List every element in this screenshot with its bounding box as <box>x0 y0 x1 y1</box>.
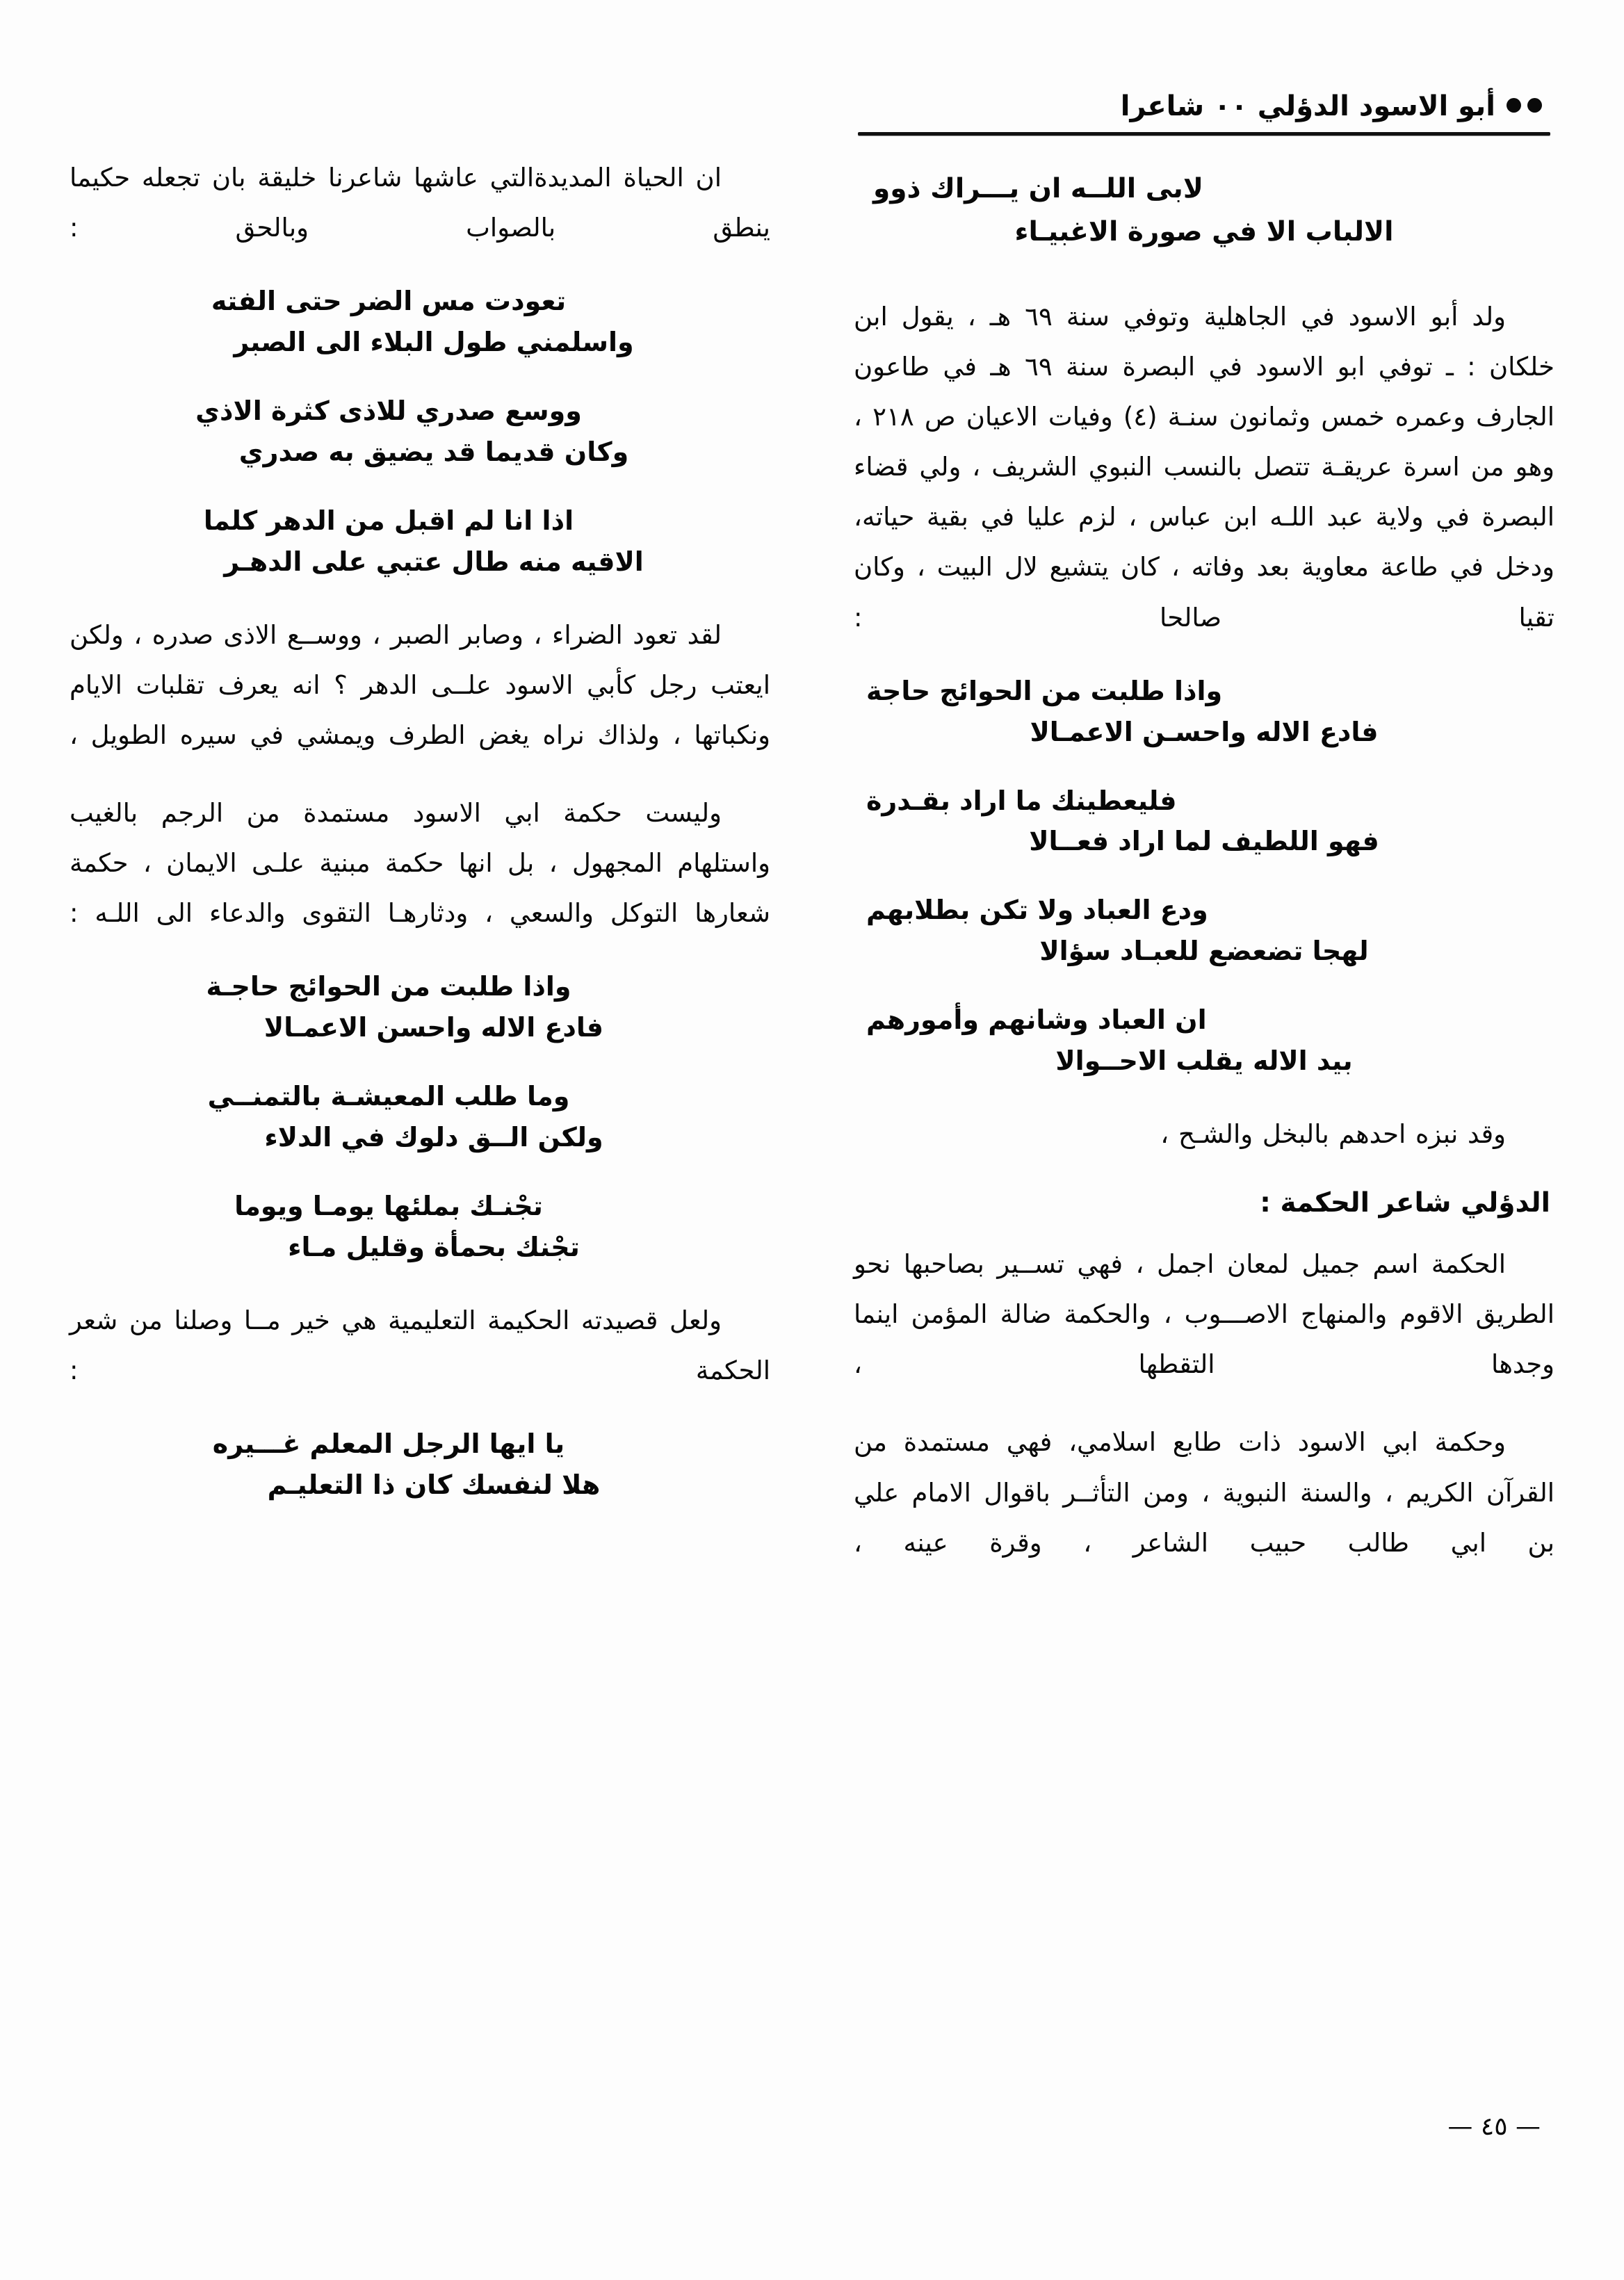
bullet-dots-icon <box>1507 98 1542 113</box>
verse-hemistich: يا ايها الرجل المعلم غـــيره <box>212 1428 565 1460</box>
verse-hemistich: فادع الاله واحسن الاعمـالا <box>263 1012 604 1043</box>
paragraph-patience-commentary: لقد تعود الضراء ، وصابر الصبر ، ووســع الاذى صدره ، ولكن ايعتب رجل كأبي الاسود علــى الدهر ؟ انه يعرف تقلبات الايام ونكباتها ، ولذاك نراه يغض الطرف ويمشي في سيره الطويل ، <box>70 619 770 750</box>
running-head <box>854 90 1554 122</box>
paragraph-biography: ولد أبو الاسود في الجاهلية وتوفي سنة ٦٩ هـ ، يقول ابن خلكان : ـ توفي ابو الاسود في البصرة سنة ٦٩ هـ في طاعون الجارف وعمره خمس وثمانون سنـة (٤) وفيات الاعيان ص ٢١٨ ، وهو من اسرة عريقـة تتصل بالنسب النبوي الشريف ، ولي قضاء البصرة في ولاية عبد اللـه ابن عباس ، لزم عليا في بقية حياته، ودخل في طاعة معاوية بعد وفاته ، كان يتشيع لال البيت ، وكان تقيا صالحا : <box>854 301 1554 633</box>
verse-hemistich: بيد الاله يقلب الاحــوالا <box>1055 1045 1353 1076</box>
verse-hemistich: لابى اللــه ان يـــراك ذوو <box>873 173 1203 204</box>
verse-block <box>70 1424 770 1506</box>
verse-hemistich: ودع العباد ولا تكن بطلابهم <box>866 895 1208 926</box>
verse-hemistich: واذا طلبت من الحوائج حاجة <box>866 675 1223 706</box>
verse-block <box>70 500 770 583</box>
paragraph-long-life: ان الحياة المديدةالتي عاشها شاعرنا خليقة بان تجعله حكيما ينطق بالصواب وبالحق : <box>70 163 770 243</box>
verse-block <box>854 1000 1554 1082</box>
verse-hemistich: هلا لنفسك كان ذا التعليـم <box>267 1469 601 1500</box>
section-heading-poet-of-wisdom: الدؤلي شاعر الحكمة : <box>1260 1187 1550 1219</box>
paragraph-islamic-character: وحكمة ابي الاسود ذات طابع اسلامي، فهي مستمدة من القرآن الكريم ، والسنة النبوية ، ومن التأثــر باقوال الامام علي بن ابي طالب حبيب الشاعر ، وقرة عينه ، <box>854 1427 1554 1558</box>
verse-hemistich: وما طلب المعيشـة بالتمنــي <box>207 1081 570 1112</box>
verse-hemistich: ولكن الــق دلوك في الدلاء <box>264 1122 603 1153</box>
verse-block <box>70 281 770 363</box>
verse-hemistich: اذا انا لم اقبل من الدهر كلما <box>203 505 574 536</box>
verse-hemistich: فادع الاله واحسـن الاعمـالا <box>1030 716 1379 747</box>
paragraph-stinginess-note: وقد نبزه احدهم بالبخل والشـح ، <box>1160 1118 1506 1149</box>
verse-hemistich: واسلمني طول البلاء الى الصبر <box>234 327 634 358</box>
verse-block <box>70 966 770 1048</box>
paragraph-didactic-poem-intro: ولعل قصيدته الحكيمة التعليمية هي خير مــا وصلنا من شعر الحكمة : <box>70 1305 770 1385</box>
verse-hemistich: تعودت مس الضر حتى الفته <box>211 286 567 317</box>
verse-hemistich: واذا طلبت من الحوائج حاجـة <box>206 971 571 1002</box>
right-column <box>854 90 1554 2037</box>
verse-hemistich: ان العباد وشانهم وأمورهم <box>866 1004 1207 1036</box>
verse-hemistich: الالباب الا في صورة الاغبيـاء <box>1014 216 1394 248</box>
page-number: — ٤٥ — <box>1447 2112 1541 2141</box>
verse-block <box>70 391 770 473</box>
opening-verse <box>854 168 1554 254</box>
verse-hemistich: فليعطينك ما اراد بقـدرة <box>866 785 1177 816</box>
verse-block <box>70 1186 770 1268</box>
two-column-layout <box>70 90 1554 2037</box>
verse-hemistich: تجْنـك بملئها يومـا ويوما <box>234 1191 543 1222</box>
left-column <box>70 90 770 2037</box>
verse-block <box>854 671 1554 753</box>
verse-hemistich: فهو اللطيف لما اراد فعــالا <box>1029 826 1379 857</box>
verse-hemistich: وكان قديما قد يضيق به صدري <box>238 436 629 467</box>
paragraph-wisdom-source: وليست حكمة ابي الاسود مستمدة من الرجم بالغيب واستلهام المجهول ، بل انها حكمة مبنية علـى الايمان ، حكمة شعارها التوكل والسعي ، ودثارهـا التقوى والدعاء الى اللـه : <box>70 798 770 929</box>
running-head-title: أبو الاسود الدؤلي ٠٠ شاعرا <box>1120 90 1495 122</box>
verse-hemistich: لهجا تضعضع للعبـاد سؤالا <box>1039 936 1369 967</box>
paragraph-wisdom-definition: الحكمة اسم جميل لمعان اجمل ، فهي تســير بصاحبها نحو الطريق الاقوم والمنهاج الاصـــوب ، والحكمة ضالة المؤمن اينما وجدها التقطها ، <box>854 1249 1554 1380</box>
verse-block <box>854 890 1554 972</box>
verse-block <box>70 1076 770 1158</box>
verse-hemistich: ووسع صدري للاذى كثرة الاذي <box>195 396 582 427</box>
verse-hemistich: الاقيه منه طال عتبي على الدهـر <box>224 546 644 577</box>
running-head-rule <box>858 132 1550 136</box>
verse-block <box>854 781 1554 863</box>
verse-hemistich: تجْنك بحمأة وقليل مـاء <box>288 1231 580 1262</box>
